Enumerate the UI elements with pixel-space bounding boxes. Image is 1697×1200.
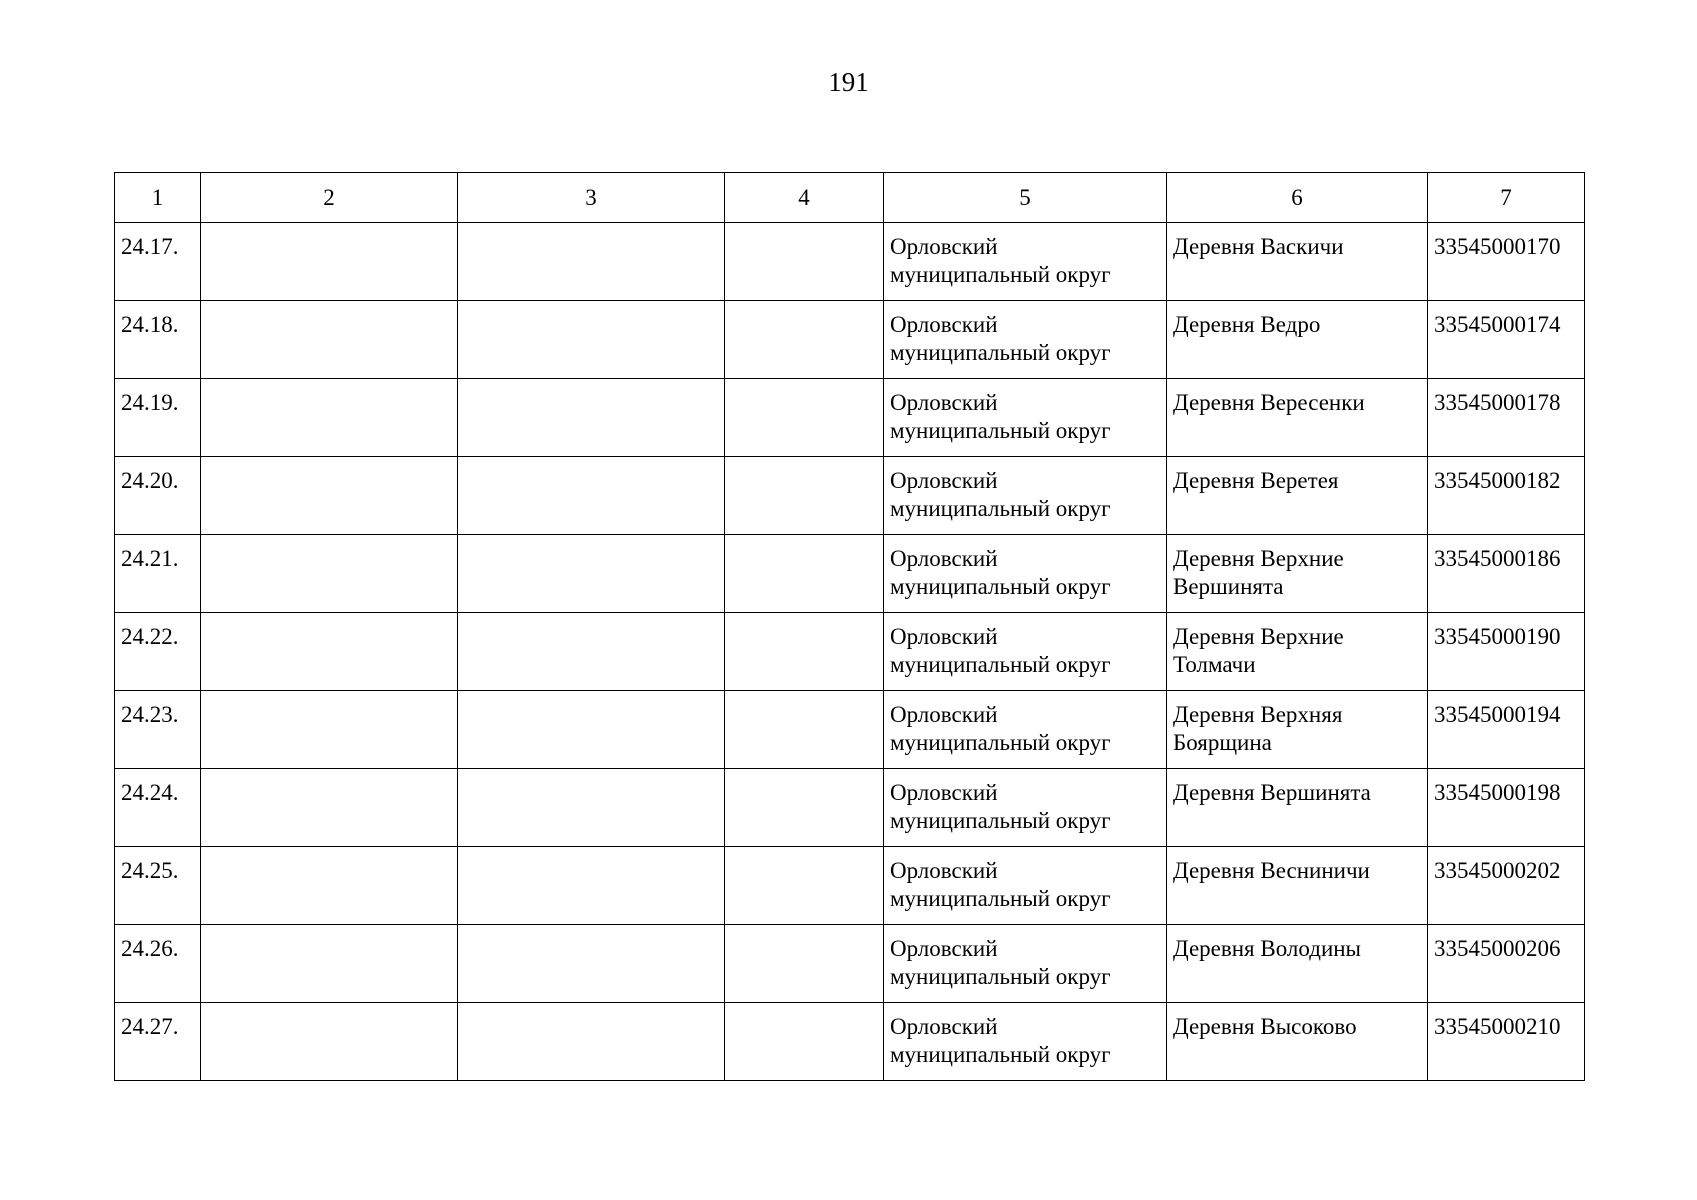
column-header-5: 5 — [884, 173, 1167, 223]
column-3-cell — [458, 691, 725, 769]
column-2-cell — [201, 457, 458, 535]
table-row — [115, 769, 1585, 847]
column-header-7: 7 — [1428, 173, 1585, 223]
column-2-cell — [201, 925, 458, 1003]
oktmo-code-cell: 33545000170 — [1428, 223, 1585, 301]
column-3-cell — [458, 769, 725, 847]
row-number-cell: 24.18. — [115, 301, 201, 379]
oktmo-code-cell: 33545000194 — [1428, 691, 1585, 769]
column-4-cell — [725, 769, 884, 847]
row-number-cell: 24.25. — [115, 847, 201, 925]
settlement-name-cell: Деревня Высоково — [1167, 1003, 1428, 1081]
column-4-cell — [725, 457, 884, 535]
table-row — [115, 1003, 1585, 1081]
settlement-name-cell: Деревня Володины — [1167, 925, 1428, 1003]
table-body — [115, 223, 1585, 1081]
settlement-name-cell: Деревня Верхняя Боярщина — [1167, 691, 1428, 769]
column-2-cell — [201, 613, 458, 691]
row-number-cell: 24.27. — [115, 1003, 201, 1081]
municipality-cell: Орловский муниципальный округ — [884, 1003, 1167, 1081]
settlement-name-cell: Деревня Верхние Вершинята — [1167, 535, 1428, 613]
column-3-cell — [458, 535, 725, 613]
column-header-4: 4 — [725, 173, 884, 223]
table-header-row — [115, 173, 1585, 223]
column-4-cell — [725, 691, 884, 769]
row-number-cell: 24.17. — [115, 223, 201, 301]
table-row — [115, 925, 1585, 1003]
column-header-1: 1 — [115, 173, 201, 223]
settlement-name-cell: Деревня Ведро — [1167, 301, 1428, 379]
column-2-cell — [201, 535, 458, 613]
page-number: 191 — [828, 67, 869, 97]
registry-table — [114, 172, 1585, 1081]
row-number-cell: 24.26. — [115, 925, 201, 1003]
table-row — [115, 847, 1585, 925]
municipality-cell: Орловский муниципальный округ — [884, 535, 1167, 613]
oktmo-code-cell: 33545000178 — [1428, 379, 1585, 457]
column-2-cell — [201, 847, 458, 925]
column-4-cell — [725, 613, 884, 691]
column-header-6: 6 — [1167, 173, 1428, 223]
oktmo-code-cell: 33545000174 — [1428, 301, 1585, 379]
column-2-cell — [201, 379, 458, 457]
table-row — [115, 613, 1585, 691]
municipality-cell: Орловский муниципальный округ — [884, 457, 1167, 535]
municipality-cell: Орловский муниципальный округ — [884, 691, 1167, 769]
column-3-cell — [458, 457, 725, 535]
settlement-name-cell: Деревня Васкичи — [1167, 223, 1428, 301]
column-2-cell — [201, 769, 458, 847]
row-number-cell: 24.21. — [115, 535, 201, 613]
column-3-cell — [458, 847, 725, 925]
oktmo-code-cell: 33545000186 — [1428, 535, 1585, 613]
oktmo-code-cell: 33545000210 — [1428, 1003, 1585, 1081]
oktmo-code-cell: 33545000198 — [1428, 769, 1585, 847]
municipality-cell: Орловский муниципальный округ — [884, 301, 1167, 379]
column-2-cell — [201, 691, 458, 769]
column-2-cell — [201, 223, 458, 301]
column-4-cell — [725, 379, 884, 457]
oktmo-code-cell: 33545000190 — [1428, 613, 1585, 691]
column-4-cell — [725, 1003, 884, 1081]
table-row — [115, 223, 1585, 301]
row-number-cell: 24.23. — [115, 691, 201, 769]
settlement-name-cell: Деревня Вершинята — [1167, 769, 1428, 847]
column-header-2: 2 — [201, 173, 458, 223]
column-2-cell — [201, 301, 458, 379]
settlement-name-cell: Деревня Весниничи — [1167, 847, 1428, 925]
row-number-cell: 24.20. — [115, 457, 201, 535]
oktmo-code-cell: 33545000182 — [1428, 457, 1585, 535]
column-4-cell — [725, 847, 884, 925]
row-number-cell: 24.24. — [115, 769, 201, 847]
table-row — [115, 457, 1585, 535]
municipality-cell: Орловский муниципальный округ — [884, 223, 1167, 301]
column-4-cell — [725, 925, 884, 1003]
column-3-cell — [458, 925, 725, 1003]
settlement-name-cell: Деревня Верхние Толмачи — [1167, 613, 1428, 691]
table-row — [115, 535, 1585, 613]
oktmo-code-cell: 33545000206 — [1428, 925, 1585, 1003]
table-row — [115, 379, 1585, 457]
column-3-cell — [458, 379, 725, 457]
municipality-cell: Орловский муниципальный округ — [884, 769, 1167, 847]
column-4-cell — [725, 223, 884, 301]
column-3-cell — [458, 223, 725, 301]
table-row — [115, 301, 1585, 379]
row-number-cell: 24.22. — [115, 613, 201, 691]
municipality-cell: Орловский муниципальный округ — [884, 925, 1167, 1003]
column-4-cell — [725, 301, 884, 379]
municipality-cell: Орловский муниципальный округ — [884, 379, 1167, 457]
settlement-name-cell: Деревня Вересенки — [1167, 379, 1428, 457]
settlement-name-cell: Деревня Веретея — [1167, 457, 1428, 535]
column-3-cell — [458, 1003, 725, 1081]
column-3-cell — [458, 613, 725, 691]
municipality-cell: Орловский муниципальный округ — [884, 847, 1167, 925]
row-number-cell: 24.19. — [115, 379, 201, 457]
oktmo-code-cell: 33545000202 — [1428, 847, 1585, 925]
column-header-3: 3 — [458, 173, 725, 223]
table-row — [115, 691, 1585, 769]
column-4-cell — [725, 535, 884, 613]
column-2-cell — [201, 1003, 458, 1081]
municipality-cell: Орловский муниципальный округ — [884, 613, 1167, 691]
column-3-cell — [458, 301, 725, 379]
